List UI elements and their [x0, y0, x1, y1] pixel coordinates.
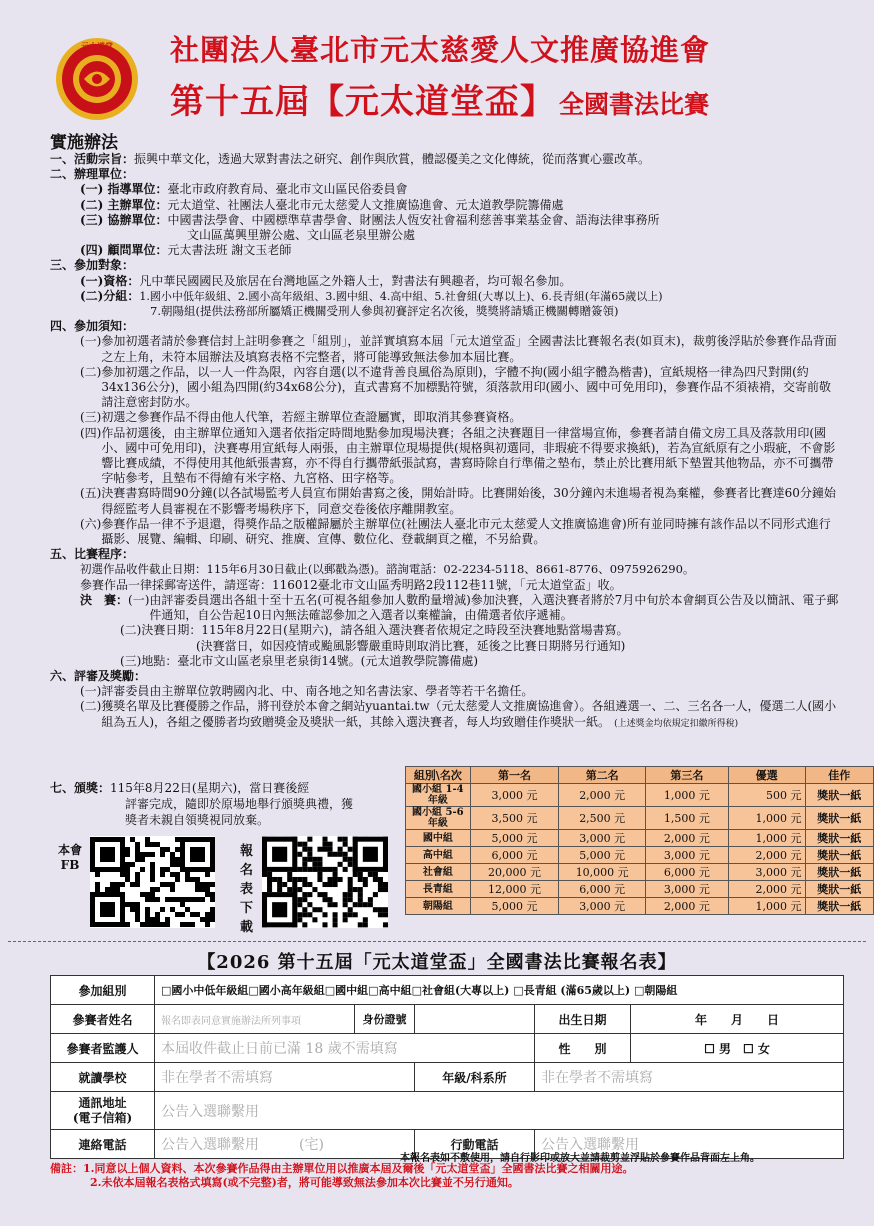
prize-value-cell: 2,500 元 — [559, 807, 646, 830]
sex-checkboxes[interactable]: ☐ 男 ☐ 女 — [631, 1034, 844, 1063]
item-text: 由評審委員選出各組十至十五名(可視各組參加人數酌量增減)參加決賽，入選決賽者將於7月中旬於本會網頁公告及以簡訊、電子郵件通知，自公告起10日內無法確認參加之入選者以棄權論，由備選者依序遞補。 — [149, 592, 839, 623]
name-label: 參賽者姓名 — [51, 1005, 155, 1034]
prize-value-cell: 5,000 元 — [559, 847, 646, 864]
group-label: 參加組別 — [51, 976, 155, 1005]
form-row — [51, 976, 844, 1005]
prize-row — [406, 847, 874, 864]
id-label: 身份證號 — [355, 1005, 415, 1034]
phone-field[interactable] — [155, 1130, 415, 1159]
awards-text: 獲獎名單及比賽優勝之作品，將刊登於本會之網站yuantai.tw（元太慈愛人文推廣協進會）。各組遴選一、二、三名各一人，優選二人(國小組為五人)，各組之優勝者均致贈獎金及獎狀一紙，其餘入選決賽者，每人均致贈佳作獎狀一紙。 — [101, 699, 837, 729]
phone-placeholder: 公告入選聯繫用 — [161, 1137, 259, 1153]
phone-home-tag: (宅) — [299, 1137, 324, 1153]
address-label-1: 通訊地址 — [78, 1095, 127, 1110]
tax-note: (上述獎金均依規定扣繳所得稅) — [614, 718, 739, 729]
facebook-qr-code[interactable] — [90, 836, 215, 928]
prize-group-cell: 國中組 — [406, 830, 471, 847]
mobile-label: 行動電話 — [415, 1130, 535, 1159]
prize-group-cell: 朝陽組 — [406, 898, 471, 915]
eligibility-list — [50, 274, 840, 320]
header-cell: 第一名 — [470, 767, 559, 784]
mobile-placeholder: 公告入選聯繫用 — [541, 1137, 639, 1153]
prize-value-cell: 1,000 元 — [728, 807, 805, 830]
prize-value-cell: 2,000 元 — [559, 784, 646, 807]
list-item — [80, 426, 840, 487]
prize-value-cell: 500 元 — [728, 784, 805, 807]
address-field[interactable] — [155, 1092, 844, 1130]
ceremony-text: 獎者未親自領獎視同放棄。 — [125, 813, 270, 827]
grade-placeholder: 非在學者不需填寫 — [541, 1070, 653, 1086]
prize-group-cell: 長青組 — [406, 881, 471, 898]
item-text: 7.朝陽組(提供法務部所屬矯正機關受刑人參與初賽評定名次後，獎獎將請矯正機關轉贈簽領) — [150, 304, 619, 319]
item-text: 臺北市政府教育局、臺北市文山區民俗委員會 — [167, 182, 408, 197]
item-label: (三) — [80, 410, 102, 425]
item-text: 元太道堂、社團法人臺北市元太慈愛人文推廣協進會、元太道教學院籌備處 — [167, 197, 564, 212]
prize-value-cell: 3,000 元 — [646, 847, 729, 864]
name-placeholder: 報名即表同意實施辦法所列事項 — [161, 1015, 301, 1027]
item-text: 凡中華民國國民及旅居在台灣地區之外籍人士，對書法有興趣者，均可報名參加。 — [139, 273, 572, 288]
prize-value-cell: 1,000 元 — [646, 784, 729, 807]
item-label: (四) — [80, 425, 102, 440]
section-key: 七、頒獎： — [50, 781, 111, 795]
form-row — [51, 1063, 844, 1092]
prize-value-cell: 獎狀一紙 — [805, 784, 874, 807]
item-text: 決賽書寫時間90分鐘(以各試場監考人員宣布開始書寫之後，開始計時。比賽開始後，30分鐘內未進場者視為棄權，參賽者比賽達60分鐘始得經監考人員審視在不影響考場秩序下，同意交卷後依序離開教室。 — [101, 486, 836, 516]
list-item — [80, 304, 840, 319]
sex-label: 性 別 — [535, 1034, 631, 1063]
guardian-label: 參賽者監護人 — [51, 1034, 155, 1063]
prize-group-cell: 社會組 — [406, 864, 471, 881]
prize-value-cell: 獎狀一紙 — [805, 807, 874, 830]
list-item — [80, 198, 840, 213]
prize-value-cell: 獎狀一紙 — [805, 830, 874, 847]
school-field[interactable] — [155, 1063, 415, 1092]
rules-body — [50, 152, 840, 732]
prize-value-cell: 2,000 元 — [646, 898, 729, 915]
grade-label: 年級/科系所 — [415, 1063, 535, 1092]
item-text: 元太書法班 謝文玉老師 — [167, 243, 292, 258]
list-item: (一)評審委員由主辦單位敦聘國內北、中、南各地之知名書法家、學者等若干名擔任。 — [80, 684, 534, 699]
item-label: (六) — [80, 516, 102, 531]
form-row — [51, 1005, 844, 1034]
prize-row — [406, 881, 874, 898]
mail-line: 參賽作品一律採郵寄送件，請逕寄：116012臺北市文山區秀明路2段112巷11號，「元太道堂盃」收。 — [80, 577, 622, 592]
item-label: (一)資格： — [80, 273, 140, 288]
item-label: (二) — [80, 699, 102, 714]
group-options[interactable]: □國小中低年級組□國小高年級組□國中組□高中組□社會組(大專以上) □長青組 (滿65歲以上) □朝陽組 — [155, 976, 844, 1005]
prize-value-cell: 3,000 元 — [646, 881, 729, 898]
list-item — [80, 365, 840, 411]
item-label: (二) — [80, 364, 102, 379]
notes-list — [50, 334, 840, 547]
section-purpose — [50, 152, 840, 167]
event-title-sub: 全國書法比賽 — [559, 90, 710, 119]
phone-label: 連絡電話 — [51, 1130, 155, 1159]
birth-field[interactable]: 年 月 日 — [631, 1005, 844, 1034]
item-text: 中國書法學會、中國標準草書學會、財團法人恆安社會福利慈善事業基金會、語海法律事務所 — [167, 212, 660, 227]
section-organizers: 二、辦理單位： — [50, 167, 135, 182]
item-label: (一) 指導單位： — [80, 182, 168, 197]
header-cell: 佳作 — [805, 767, 874, 784]
qr1-label — [58, 843, 82, 873]
name-field[interactable] — [155, 1005, 355, 1034]
association-logo — [54, 36, 140, 122]
section-notes: 四、參加須知： — [50, 319, 135, 334]
prize-value-cell: 3,500 元 — [470, 807, 559, 830]
registration-form — [50, 975, 844, 1159]
item-label: (五) — [80, 486, 102, 501]
header-cell: 優選 — [728, 767, 805, 784]
item-text: 參賽作品一律不予退還，得獎作品之版權歸屬於主辦單位(社團法人臺北市元太慈愛人文推廣協進會)所有並同時擁有該作品以不同形式進行攝影、展覽、編輯、印刷、研究、推廣、宣傳、數位化、登載網頁之權，不另給費。 — [101, 516, 831, 547]
list-item — [80, 289, 840, 304]
item-text — [101, 699, 840, 731]
ceremony-text: 115年8月22日(星期六)，當日賽後經 — [110, 781, 310, 795]
remarks — [50, 1162, 633, 1190]
rules-title: 實施辦法 — [50, 133, 118, 153]
section-key: 一、活動宗旨： — [50, 152, 135, 166]
section-text: 振興中華文化，透過大眾對書法之研究、創作與欣賞，體認優美之文化傳統，從而落實心靈改革。 — [134, 152, 651, 166]
school-placeholder: 非在學者不需填寫 — [161, 1070, 273, 1086]
prize-value-cell: 6,000 元 — [646, 864, 729, 881]
item-text: 文山區萬興里辦公處、文山區老泉里辦公處 — [187, 228, 416, 243]
item-text: 參加初選者請於參賽信封上註明參賽之「組別」，並詳實填寫本屆「元太道堂盃」全國書法比賽報名表(如頁末)，裁剪後浮貼於參賽作品背面之左上角，未符本屆辦法及填寫表格不完整者，將可能導致無法參加本屆比賽。 — [101, 334, 837, 364]
qr2-label: 報名表下載 — [240, 844, 254, 935]
final-item-3: (三)地點：臺北市文山區老泉里老泉街14號。(元太道教學院籌備處) — [120, 653, 478, 668]
list-item — [80, 699, 840, 731]
birth-label: 出生日期 — [535, 1005, 631, 1034]
prize-header-row — [406, 767, 874, 784]
address-label — [51, 1092, 155, 1130]
prize-row — [406, 864, 874, 881]
prize-value-cell: 6,000 元 — [470, 847, 559, 864]
prize-value-cell: 10,000 元 — [559, 864, 646, 881]
prize-value-cell: 2,000 元 — [728, 847, 805, 864]
procedure-list — [50, 562, 840, 668]
form-row — [51, 1092, 844, 1130]
item-label: (二)分組： — [80, 288, 140, 303]
prize-value-cell: 3,000 元 — [470, 784, 559, 807]
qr1-label-a: 本會 — [58, 843, 83, 857]
final-item-1 — [80, 593, 840, 623]
list-item — [80, 410, 840, 425]
event-title-main: 第十五屆【元太道堂盃】 — [170, 82, 555, 122]
section-procedure: 五、比賽程序： — [50, 547, 135, 562]
item-text: 初選之參賽作品不得由他人代筆，若經主辦單位查證屬實，即取消其參賽資格。 — [101, 410, 522, 425]
list-item — [80, 517, 840, 547]
list-item — [80, 274, 840, 289]
prize-row — [406, 807, 874, 830]
ceremony-line — [50, 780, 395, 796]
prize-group-cell: 國小組 5-6年級 — [406, 807, 471, 830]
prize-row — [406, 898, 874, 915]
prize-value-cell: 獎狀一紙 — [805, 864, 874, 881]
form-title: 【2026 第十五屆「元太道堂盃」全國書法比賽報名表】 — [197, 952, 677, 973]
prize-value-cell: 3,000 元 — [559, 830, 646, 847]
item-label: (一) — [80, 334, 102, 349]
form-row — [51, 1034, 844, 1063]
item-label: (三) 協辦單位： — [80, 212, 168, 227]
item-text: 參加初選之作品，以一人一件為限，內容自選(以不違背善良風俗為原則)，字體不拘(國小組字體為楷書)，宣紙規格一律為四尺對開(約34x136公分)，國小組為四開(約34x68公分)，直式書寫不加標點符號，須落款用印(國小、國中可免用印)，參賽作品不須裱褙，交寄前敬請注意密封防水。 — [101, 364, 832, 410]
prize-value-cell: 20,000 元 — [470, 864, 559, 881]
prize-value-cell: 獎狀一紙 — [805, 881, 874, 898]
prize-value-cell: 1,000 元 — [728, 898, 805, 915]
prize-value-cell: 5,000 元 — [470, 898, 559, 915]
prize-row — [406, 784, 874, 807]
prize-value-cell: 1,500 元 — [646, 807, 729, 830]
list-item — [80, 182, 840, 197]
prize-group-cell: 國小組 1-4年級 — [406, 784, 471, 807]
registration-form-qr-code[interactable] — [262, 836, 388, 928]
final-label: 決 賽： — [80, 592, 129, 607]
prize-value-cell: 2,000 元 — [728, 881, 805, 898]
event-title — [170, 74, 709, 123]
prize-value-cell: 3,000 元 — [559, 898, 646, 915]
section-eligibility: 三、參加對象： — [50, 258, 135, 273]
final-item-2: (二)決賽日期：115年8月22日(星期六)，請各組入選決賽者依規定之時段至決賽地點當場書寫。 — [120, 623, 629, 638]
prize-value-cell: 獎狀一紙 — [805, 898, 874, 915]
deadline-line: 初選作品收件截止日期：115年6月30日截止(以郵戳為憑)。諮詢電話：02-2234-5118、8661-8776、0975926290。 — [80, 562, 695, 577]
prize-row — [406, 830, 874, 847]
prize-group-cell: 高中組 — [406, 847, 471, 864]
item-label: (二) 主辦單位： — [80, 197, 168, 212]
guardian-field[interactable] — [155, 1034, 535, 1063]
org-title: 社團法人臺北市元太慈愛人文推廣協進會 — [170, 33, 711, 67]
organizer-list — [50, 182, 840, 258]
item-text: 1.國小中低年級組、2.國小高年級組、3.國中組、4.高中組、5.社會組(大專以上)、6.長青組(年滿65歲以上) — [139, 289, 663, 303]
list-item — [80, 243, 840, 258]
cut-line — [8, 941, 866, 942]
section-ceremony — [50, 780, 395, 828]
header-cell: 第二名 — [559, 767, 646, 784]
prize-value-cell: 5,000 元 — [470, 830, 559, 847]
guardian-placeholder: 本屆收件截止日前已滿 18 歲不需填寫 — [161, 1041, 398, 1057]
prize-value-cell: 1,000 元 — [728, 830, 805, 847]
prize-value-cell: 獎狀一紙 — [805, 847, 874, 864]
awards-list — [50, 684, 840, 732]
qr1-label-b: FB — [60, 858, 80, 872]
grade-field[interactable] — [535, 1063, 844, 1092]
prize-value-cell: 6,000 元 — [559, 881, 646, 898]
item-label: (四) 顧問單位： — [80, 243, 168, 258]
header-cell: 組別\名次 — [406, 767, 471, 784]
final-item-2-note: (決賽當日，如因疫情或颱風影響嚴重時則取消比賽，延後之比賽日期將另行通知) — [196, 638, 626, 653]
remark-1: 備註：1.同意以上個人資料、本次參賽作品得由主辦單位用以推廣本屆及爾後「元太道堂盃」全國書法比賽之相關用途。 — [50, 1162, 634, 1175]
prize-table — [405, 766, 874, 915]
item-label: (一) — [128, 592, 150, 607]
prize-value-cell: 2,000 元 — [646, 830, 729, 847]
prize-value-cell: 12,000 元 — [470, 881, 559, 898]
list-item — [80, 228, 840, 243]
prize-value-cell: 3,000 元 — [728, 864, 805, 881]
ceremony-text: 評審完成，隨即於原場地舉行頒獎典禮，獲 — [125, 797, 354, 811]
address-placeholder: 公告入選聯繫用 — [161, 1103, 259, 1120]
school-label: 就讀學校 — [51, 1063, 155, 1092]
list-item — [80, 213, 840, 228]
section-awards: 六、評審及獎勵： — [50, 668, 147, 683]
form-note: 本報名表如不敷使用，請自行影印或放大並請裁剪並浮貼於參賽作品背面左上角。 — [400, 1153, 760, 1164]
list-item — [80, 334, 840, 364]
address-label-2: (電子信箱) — [72, 1110, 133, 1125]
remark-2: 2.未依本屆報名表格式填寫(或不完整)者，將可能導致無法參加本次比賽並不另行通知。 — [90, 1176, 519, 1189]
item-text: 作品初選後，由主辦單位通知入選者依指定時間地點參加現場決賽；各組之決賽題目一律當場宣佈，參賽者請自備文房工具及落款用印(國小、國中可免用印)，決賽專用宣紙每人兩張，由主辦單位現場提供(規格與初選同，非瑕疵不得要求換紙)，若為宣紙原有之小瑕疵，不會影響比賽成績，不得使用其他紙張書寫，亦不得自行攜帶紙張試寫，書寫時除自行準備之墊布，禁止於比賽用紙下墊置其他物品，亦不可攜帶字帖參考，且墊布不得繪有米字格、九宮格、田字格等。 — [101, 425, 836, 486]
id-field[interactable] — [415, 1005, 535, 1034]
list-item — [80, 486, 840, 516]
header-cell: 第三名 — [646, 767, 729, 784]
logo-text: 元太道堂 — [81, 41, 113, 51]
